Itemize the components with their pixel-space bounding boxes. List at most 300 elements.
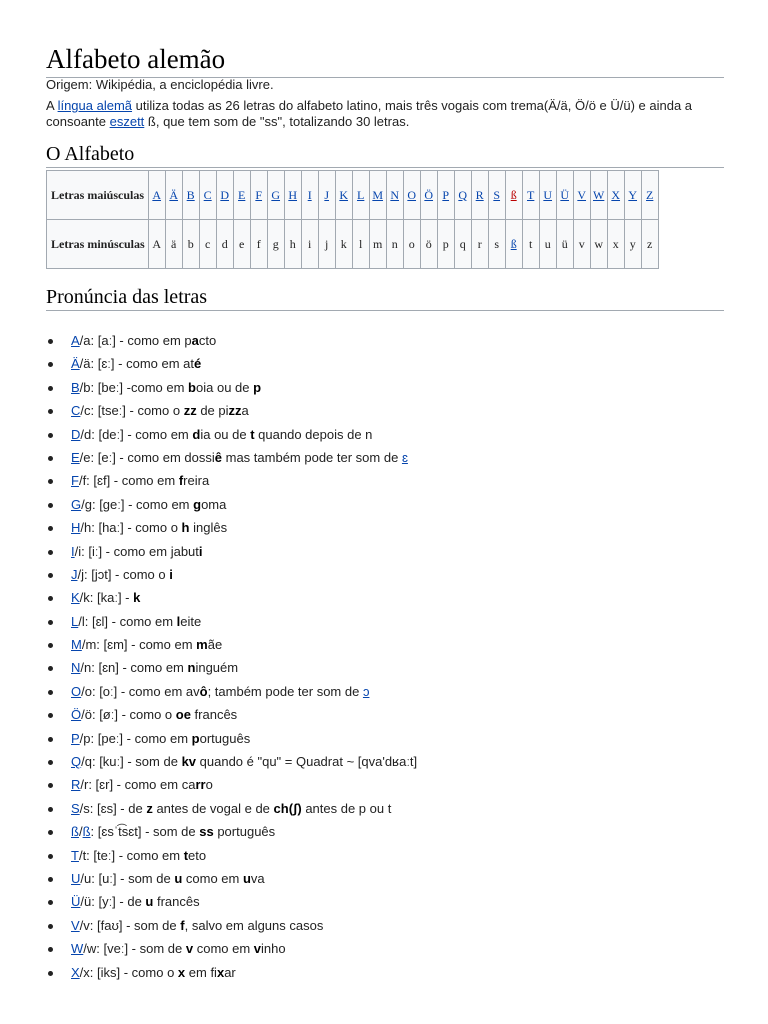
lowercase-letter-cell: [454, 220, 471, 269]
pronunciation-text: eto: [188, 847, 207, 863]
uppercase-letter-link[interactable]: R: [475, 187, 484, 202]
lowercase-letter-cell: [369, 220, 386, 269]
lowercase-letter: u: [544, 236, 551, 251]
lowercase-letter-cell: [607, 220, 624, 269]
pronunciation-text: a: [241, 403, 249, 419]
letter-link[interactable]: U: [71, 870, 81, 886]
letter-link[interactable]: A: [71, 333, 80, 348]
pronunciation-text: /d: [deː] - como em: [80, 426, 193, 442]
uppercase-letter-cell: [267, 171, 284, 220]
lowercase-letter-cell: [573, 220, 590, 269]
pronunciation-text: inguém: [195, 660, 239, 676]
pronunciation-text: inglês: [189, 520, 228, 536]
pronunciation-text: /a: [aː] - como em p: [79, 333, 192, 348]
lowercase-letter: e: [239, 236, 245, 251]
pronunciation-text: /m: [ɛm] - como em: [81, 637, 197, 653]
pronunciation-item: [46, 586, 417, 609]
uppercase-letter-link[interactable]: T: [527, 187, 535, 202]
lowercase-letter: s: [494, 236, 500, 251]
lowercase-letter-cell: [403, 220, 420, 269]
uppercase-letter-cell: [420, 171, 437, 220]
pronunciation-text: /l: [ɛl] - como em: [78, 613, 177, 629]
highlighted-sound: v: [185, 941, 194, 957]
pronunciation-item: [46, 820, 417, 843]
uppercase-letter-link[interactable]: L: [357, 187, 365, 202]
pronunciation-item: [46, 914, 417, 937]
uppercase-letter-link[interactable]: U: [543, 187, 553, 202]
bullet-icon: [48, 854, 53, 859]
highlighted-sound: l: [176, 613, 181, 629]
lowercase-letter: A: [152, 236, 162, 251]
uppercase-letter-link[interactable]: G: [271, 187, 281, 202]
pronunciation-item: [46, 446, 417, 469]
letter-link[interactable]: ß: [82, 824, 91, 840]
pronunciation-text: /q: [kuː] - som de: [81, 754, 182, 770]
uppercase-letter-cell: [641, 171, 658, 220]
uppercase-letter-cell: [352, 171, 369, 220]
uppercase-letter-link[interactable]: C: [203, 187, 212, 202]
uppercase-letter-link[interactable]: B: [186, 187, 195, 202]
bullet-icon: [48, 433, 53, 438]
pronunciation-text: cto: [198, 333, 217, 348]
uppercase-letter-link[interactable]: F: [255, 187, 263, 202]
letter-link[interactable]: W: [71, 941, 84, 957]
uppercase-letter-cell: [182, 171, 199, 220]
uppercase-letter-link[interactable]: M: [372, 187, 384, 202]
highlighted-sound: a: [191, 333, 199, 348]
uppercase-letter-link[interactable]: V: [577, 187, 587, 202]
pronunciation-text: ar: [224, 964, 236, 980]
pronunciation-text: como em: [193, 941, 254, 957]
pronunciation-text: quando depois de n: [254, 426, 373, 442]
letter-link[interactable]: V: [71, 917, 80, 933]
bullet-icon: [48, 409, 53, 414]
lowercase-letter-link[interactable]: ß: [510, 236, 517, 251]
pronunciation-text: em fi: [185, 964, 217, 980]
page-title: Alfabeto alemão: [46, 43, 724, 78]
highlighted-sound: i: [198, 543, 203, 559]
lowercase-letter-cell: [318, 220, 335, 269]
letter-link[interactable]: G: [71, 496, 82, 512]
pronunciation-text: /t: [teː] - como em: [78, 847, 184, 863]
pronunciation-text: português: [213, 824, 276, 840]
pronunciation-text: /c: [tseː] - como o: [80, 403, 184, 419]
letter-link[interactable]: Q: [71, 754, 82, 770]
lowercase-letter: g: [272, 236, 279, 251]
highlighted-sound: k: [133, 590, 141, 606]
alphabet-table: [46, 170, 659, 269]
highlighted-sound: u: [242, 870, 251, 886]
bullet-icon: [48, 783, 53, 788]
lowercase-letter-cell: [199, 220, 216, 269]
pronunciation-text: /w: [veː] - som de: [83, 941, 186, 957]
highlighted-sound: z: [146, 800, 153, 816]
uppercase-letter-cell: [165, 171, 182, 220]
pronunciation-text: ia ou de: [200, 426, 251, 442]
pronunciation-item: [46, 633, 417, 656]
highlighted-sound: zz: [228, 403, 242, 419]
pronunciation-text: /i: [iː] - como em jabut: [74, 543, 199, 559]
highlighted-sound: n: [187, 660, 196, 676]
uppercase-letter-cell: [556, 171, 573, 220]
highlighted-sound: d: [192, 426, 201, 442]
uppercase-letter-link[interactable]: Z: [646, 187, 654, 202]
pronunciation-text: , salvo em alguns casos: [184, 917, 324, 933]
bullet-icon: [48, 643, 53, 648]
uppercase-letter-cell: [233, 171, 250, 220]
highlighted-sound: t: [250, 426, 255, 442]
lowercase-letter-cell: [284, 220, 301, 269]
bullet-icon: [48, 830, 53, 835]
uppercase-letter-link[interactable]: S: [493, 187, 501, 202]
bullet-icon: [48, 620, 53, 625]
letter-link[interactable]: K: [71, 590, 80, 606]
section-heading-pronuncia: Pronúncia das letras: [46, 285, 724, 311]
highlighted-sound: p: [253, 379, 262, 395]
bullet-icon: [48, 573, 53, 578]
pronunciation-text: /u: [uː] - som de: [80, 870, 175, 886]
letter-link[interactable]: S: [71, 800, 80, 816]
uppercase-letter-cell: [403, 171, 420, 220]
lowercase-letter: t: [529, 236, 533, 251]
pronunciation-text: oia ou de: [196, 379, 254, 395]
uppercase-letter-link[interactable]: Y: [628, 187, 638, 202]
pronunciation-text: francês: [190, 707, 238, 723]
uppercase-letter-link[interactable]: ß: [510, 187, 517, 202]
pronunciation-text: /s: [ɛs] - de: [79, 800, 147, 816]
lowercase-letter: n: [391, 236, 398, 251]
lowercase-letter-cell: [624, 220, 641, 269]
pronunciation-text: como em: [182, 870, 243, 886]
pronunciation-item: [46, 844, 417, 867]
pronunciation-text: eite: [180, 613, 202, 629]
uppercase-letter-cell: [369, 171, 386, 220]
bullet-icon: [48, 456, 53, 461]
uppercase-letter-link[interactable]: X: [611, 187, 621, 202]
uppercase-letter-link[interactable]: I: [307, 187, 312, 202]
letter-link[interactable]: Ö: [71, 707, 82, 723]
letter-link[interactable]: H: [71, 520, 81, 536]
highlighted-sound: x: [177, 964, 186, 980]
letter-link[interactable]: P: [71, 730, 80, 746]
highlighted-sound: ô: [199, 683, 208, 699]
pronunciation-text: /n: [ɛn] - como em: [80, 660, 188, 676]
lowercase-letter: i: [308, 236, 312, 251]
pronunciation-item: [46, 680, 417, 703]
pronunciation-text: antes de p ou t: [301, 800, 392, 816]
uppercase-letter-link[interactable]: N: [390, 187, 400, 202]
lowercase-letter: m: [373, 236, 383, 251]
lowercase-letter: o: [408, 236, 415, 251]
lowercase-letter: l: [359, 236, 363, 251]
uppercase-letter-link[interactable]: H: [288, 187, 298, 202]
lowercase-letter: ä: [171, 236, 177, 251]
lowercase-letter-cell: [590, 220, 607, 269]
uppercase-letter-cell: [318, 171, 335, 220]
letter-link[interactable]: J: [71, 566, 78, 582]
pronunciation-text: /e: [eː] - como em dossi: [79, 449, 215, 465]
uppercase-letter-cell: [471, 171, 488, 220]
lowercase-letter: x: [612, 236, 619, 251]
pronunciation-text: /x: [iks] - como o: [79, 964, 178, 980]
highlighted-sound: f: [178, 473, 184, 489]
letter-link[interactable]: E: [71, 449, 80, 465]
highlighted-sound: rr: [195, 777, 206, 793]
pronunciation-text: o: [205, 777, 213, 793]
intro-text: ß, que tem som de "ss", totalizando 30 letras.: [144, 114, 410, 129]
highlighted-sound: ch(ʃ): [273, 800, 302, 816]
letter-link[interactable]: N: [71, 660, 81, 676]
intro-text: utiliza todas as 26 letras do alfabeto latino, mais três vogais com trema(Ä/ä, Ö/ö e Ü/ü) e ainda a consoante: [46, 98, 693, 129]
pronunciation-text: /j: [jɔt] - como o: [77, 566, 170, 582]
lowercase-label: Letras minúsculas: [47, 220, 149, 269]
pronunciation-text: /b: [beː] -como em: [79, 379, 189, 395]
uppercase-letter-cell: [216, 171, 233, 220]
lowercase-letter-cell: [488, 220, 505, 269]
bullet-icon: [48, 339, 53, 344]
uppercase-letter-cell: [454, 171, 471, 220]
uppercase-letter-link[interactable]: Ö: [424, 187, 434, 202]
highlighted-sound: é: [194, 356, 202, 372]
uppercase-letter-cell: [199, 171, 216, 220]
pronunciation-item: [46, 773, 417, 796]
letter-link[interactable]: ɛ: [401, 449, 408, 465]
pronunciation-text: /g: [geː] - como em: [81, 496, 194, 512]
uppercase-letter-cell: [505, 171, 522, 220]
pronunciation-text: /v: [faʊ] - som de: [79, 917, 181, 933]
pronunciation-item: [46, 563, 417, 586]
bullet-icon: [48, 690, 53, 695]
lowercase-letter-cell: [250, 220, 267, 269]
bullet-icon: [48, 924, 53, 929]
lowercase-letter-cell: [505, 220, 522, 269]
pronunciation-text: de pi: [196, 403, 229, 419]
highlighted-sound: p: [191, 730, 200, 746]
uppercase-row: [47, 171, 659, 220]
lowercase-letter: z: [647, 236, 653, 251]
lowercase-letter-cell: [420, 220, 437, 269]
lowercase-letter-cell: [233, 220, 250, 269]
uppercase-letter-link[interactable]: Ä: [169, 187, 179, 202]
uppercase-letter-link[interactable]: K: [339, 187, 349, 202]
pronunciation-item: [46, 727, 417, 750]
uppercase-letter-cell: [573, 171, 590, 220]
lowercase-letter-cell: [216, 220, 233, 269]
pronunciation-item: [46, 493, 417, 516]
pronunciation-item: [46, 937, 417, 960]
pronunciation-text: /o: [oː] - como em av: [81, 683, 200, 699]
highlighted-sound: b: [188, 379, 196, 395]
pronunciation-item: [46, 750, 417, 773]
bullet-icon: [48, 479, 53, 484]
lowercase-letter-cell: [352, 220, 369, 269]
pronunciation-item: [46, 423, 417, 446]
pronunciation-item: [46, 352, 417, 375]
pronunciation-text: mas também pode ter som de: [222, 449, 402, 465]
uppercase-letter-cell: [148, 171, 165, 220]
pronunciation-text: /f: [ɛf] - como em: [78, 473, 179, 489]
lowercase-letter: j: [325, 236, 329, 251]
highlighted-sound: kv: [181, 754, 197, 770]
highlighted-sound: h: [181, 520, 190, 536]
letter-link[interactable]: M: [71, 637, 82, 653]
letter-link[interactable]: D: [71, 426, 81, 442]
uppercase-letter-link[interactable]: A: [152, 187, 162, 202]
highlighted-sound: x: [216, 964, 225, 980]
highlighted-sound: g: [193, 496, 202, 512]
uppercase-letter-cell: [284, 171, 301, 220]
lingua-alema-link[interactable]: língua alemã: [57, 98, 133, 113]
lowercase-letter-cell: [641, 220, 658, 269]
pronunciation-item: [46, 656, 417, 679]
lowercase-letter: y: [629, 236, 636, 251]
uppercase-letter-link[interactable]: W: [593, 187, 605, 202]
lowercase-letter: ü: [561, 236, 568, 251]
highlighted-sound: m: [196, 637, 208, 653]
letter-link[interactable]: ɔ: [362, 683, 370, 699]
lowercase-letter: c: [205, 236, 211, 251]
pronunciation-text: ; também pode ter som de: [207, 683, 363, 699]
lowercase-row: [47, 220, 659, 269]
uppercase-letter-cell: [590, 171, 607, 220]
lowercase-letter-cell: [437, 220, 454, 269]
eszett-link[interactable]: eszett: [109, 114, 145, 129]
uppercase-letter-link[interactable]: Q: [458, 187, 468, 202]
pronunciation-text: antes de vogal e de: [152, 800, 274, 816]
uppercase-letter-link[interactable]: Ü: [560, 187, 570, 202]
lowercase-letter: h: [289, 236, 296, 251]
lowercase-letter: ö: [425, 236, 432, 251]
bullet-icon: [48, 807, 53, 812]
lowercase-letter: r: [477, 236, 482, 251]
pronunciation-item: [46, 961, 417, 984]
letter-link[interactable]: F: [71, 473, 79, 489]
bullet-icon: [48, 971, 53, 976]
uppercase-letter-link[interactable]: P: [442, 187, 450, 202]
pronunciation-item: [46, 329, 417, 352]
uppercase-letter-cell: [437, 171, 454, 220]
letter-link[interactable]: B: [71, 379, 80, 395]
pronunciation-item: [46, 399, 417, 422]
highlighted-sound: ê: [214, 449, 223, 465]
pronunciation-text: ãe: [207, 637, 223, 653]
letter-link[interactable]: C: [71, 403, 81, 419]
lowercase-letter: b: [187, 236, 194, 251]
lowercase-letter-cell: [165, 220, 182, 269]
uppercase-letter-cell: [539, 171, 556, 220]
highlighted-sound: u: [145, 894, 154, 910]
lowercase-letter-cell: [148, 220, 165, 269]
bullet-icon: [48, 900, 53, 905]
pronunciation-text: /r: [ɛr] - como em ca: [80, 777, 196, 793]
bullet-icon: [48, 526, 53, 531]
letter-link[interactable]: I: [71, 543, 75, 559]
lowercase-letter: k: [340, 236, 347, 251]
pronunciation-text: : [ɛsˈt͡sɛt] - som de: [90, 824, 200, 840]
lowercase-letter-cell: [471, 220, 488, 269]
uppercase-letter-cell: [488, 171, 505, 220]
uppercase-letter-cell: [522, 171, 539, 220]
lowercase-letter-cell: [556, 220, 573, 269]
pronunciation-item: [46, 540, 417, 563]
lowercase-letter: w: [594, 236, 604, 251]
pronunciation-text: /: [78, 824, 83, 840]
lowercase-letter: p: [442, 236, 449, 251]
origin-note: Origem: Wikipédia, a enciclopédia livre.: [46, 77, 274, 92]
pronunciation-list: [46, 329, 417, 984]
pronunciation-text: reira: [183, 473, 210, 489]
lowercase-letter: d: [221, 236, 228, 251]
lowercase-letter-cell: [267, 220, 284, 269]
pronunciation-text: ortuguês: [199, 730, 251, 746]
pronunciation-text: /p: [peː] - como em: [79, 730, 192, 746]
pronunciation-text: /h: [haː] - como o: [80, 520, 182, 536]
letter-link[interactable]: O: [71, 683, 82, 699]
uppercase-label: Letras maiúsculas: [47, 171, 149, 220]
pronunciation-text: /ä: [ɛː] - como em at: [79, 356, 194, 372]
pronunciation-text: /ö: [øː] - como o: [81, 707, 176, 723]
bullet-icon: [48, 550, 53, 555]
bullet-icon: [48, 760, 53, 765]
uppercase-letter-cell: [607, 171, 624, 220]
pronunciation-text: va: [250, 870, 265, 886]
lowercase-letter: q: [459, 236, 466, 251]
pronunciation-item: [46, 516, 417, 539]
uppercase-letter-link[interactable]: D: [220, 187, 230, 202]
uppercase-letter-cell: [624, 171, 641, 220]
pronunciation-text: francês: [153, 894, 200, 910]
uppercase-letter-cell: [386, 171, 403, 220]
bullet-icon: [48, 362, 53, 367]
pronunciation-item: [46, 867, 417, 890]
letter-link[interactable]: T: [71, 847, 79, 863]
bullet-icon: [48, 877, 53, 882]
uppercase-letter-link[interactable]: O: [407, 187, 417, 202]
pronunciation-item: [46, 797, 417, 820]
pronunciation-item: [46, 890, 417, 913]
pronunciation-text: quando é "qu" = Quadrat ~ [qva'dʁaːt]: [196, 754, 418, 770]
lowercase-letter-cell: [301, 220, 318, 269]
lowercase-letter: f: [256, 236, 261, 251]
letter-link[interactable]: ß: [71, 824, 79, 840]
pronunciation-item: [46, 469, 417, 492]
highlighted-sound: i: [169, 566, 173, 582]
lowercase-letter-cell: [522, 220, 539, 269]
highlighted-sound: v: [253, 941, 262, 957]
letter-link[interactable]: L: [71, 613, 79, 629]
lowercase-letter-cell: [386, 220, 403, 269]
letter-link[interactable]: Ü: [71, 894, 81, 910]
pronunciation-text: inho: [261, 941, 286, 957]
bullet-icon: [48, 386, 53, 391]
uppercase-letter-link[interactable]: E: [238, 187, 246, 202]
lowercase-letter-cell: [539, 220, 556, 269]
letter-link[interactable]: R: [71, 777, 81, 793]
intro-paragraph: [46, 98, 724, 130]
pronunciation-text: /k: [kaː] -: [79, 590, 134, 606]
pronunciation-item: [46, 610, 417, 633]
pronunciation-text: oma: [201, 496, 227, 512]
uppercase-letter-cell: [301, 171, 318, 220]
uppercase-letter-cell: [335, 171, 352, 220]
pronunciation-item: [46, 376, 417, 399]
letter-link[interactable]: Ä: [71, 356, 80, 372]
section-heading-alfabeto: O Alfabeto: [46, 142, 724, 168]
letter-link[interactable]: X: [71, 964, 80, 980]
uppercase-letter-link[interactable]: J: [324, 187, 330, 202]
lowercase-letter-cell: [182, 220, 199, 269]
uppercase-letter-cell: [250, 171, 267, 220]
